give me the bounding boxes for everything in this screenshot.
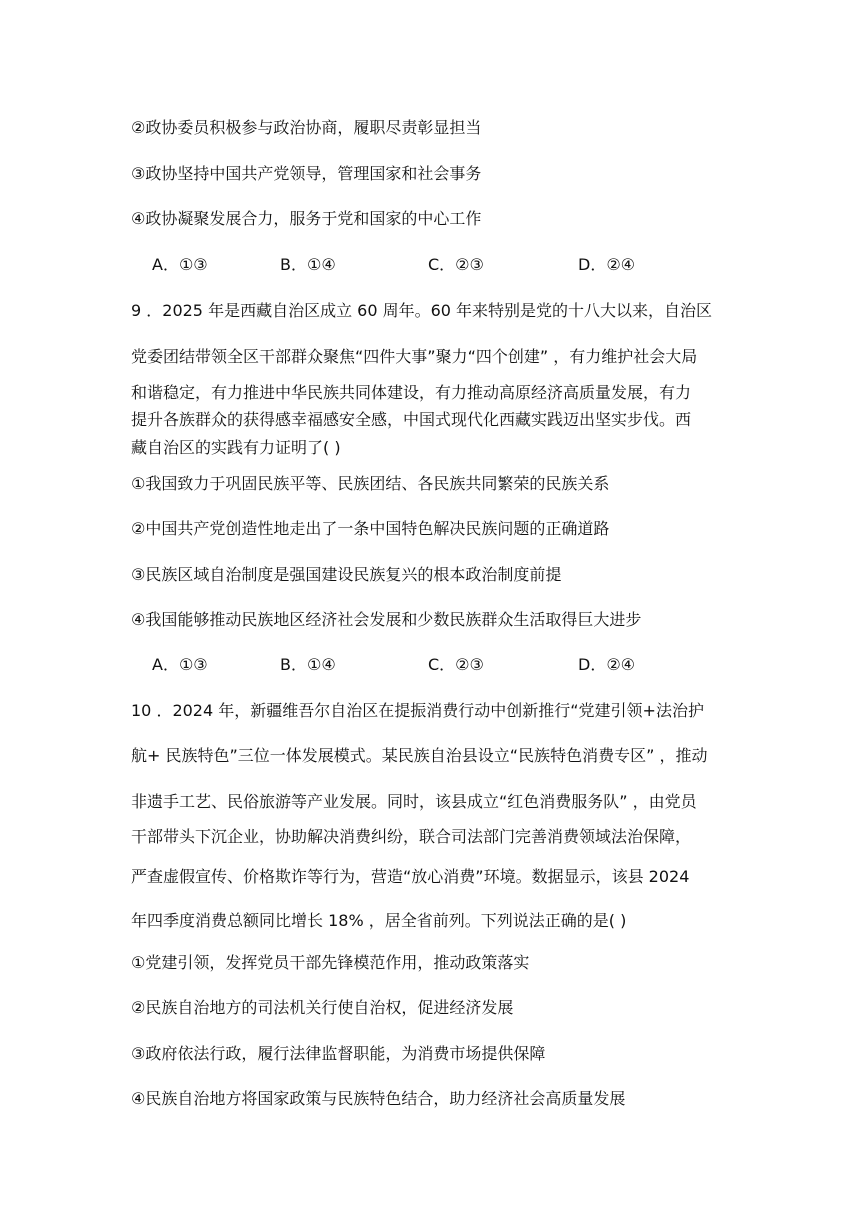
q8-item-4: ④政协凝聚发展合力，服务于党和国家的中心工作	[131, 209, 482, 228]
q10-item-3: ③政府依法行政，履行法律监督职能，为消费市场提供保障	[131, 1044, 546, 1063]
q8-option-a: A．①③	[152, 255, 208, 274]
q9-item-3: ③民族区域自治制度是强国建设民族复兴的根本政治制度前提	[131, 565, 562, 584]
q8-option-b: B．①④	[280, 255, 336, 274]
q10-stem-line-3: 非遗手工艺、民俗旅游等产业发展。同时，该县成立“红色消费服务队” ，由党员	[131, 792, 697, 811]
q9-stem-line-5: 藏自治区的实践有力证明了( )	[131, 438, 341, 457]
q9-option-d: D．②④	[578, 655, 636, 674]
q10-item-2: ②民族自治地方的司法机关行使自治权，促进经济发展	[131, 998, 514, 1017]
q10-item-1: ①党建引领，发挥党员干部先锋模范作用，推动政策落实	[131, 953, 530, 972]
q9-stem-line-4: 提升各族群众的获得感幸福感安全感，中国式现代化西藏实践迈出坚实步伐。西	[131, 410, 692, 429]
q9-item-2: ②中国共产党创造性地走出了一条中国特色解决民族问题的正确道路	[131, 519, 610, 538]
q10-stem-line-5: 严查虚假宣传、价格欺诈等行为，营造“放心消费”环境。数据显示，该县 2024	[131, 867, 690, 886]
q9-options	[152, 654, 752, 676]
q9-stem-line-2: 党委团结带领全区干部群众聚焦“四件大事”聚力“四个创建” ，有力维护社会大局	[131, 347, 698, 366]
q10-item-4: ④民族自治地方将国家政策与民族特色结合，助力经济社会高质量发展	[131, 1089, 626, 1108]
q10-stem-line-6: 年四季度消费总额同比增长 18% ，居全省前列。下列说法正确的是( )	[131, 911, 627, 930]
q9-option-c: C．②③	[428, 655, 484, 674]
q8-item-2: ②政协委员积极参与政治协商，履职尽责彰显担当	[131, 118, 482, 137]
q10-stem-line-1: 10 ．2024 年，新疆维吾尔自治区在提振消费行动中创新推行“党建引领+法治护	[131, 701, 704, 720]
q10-stem-line-2: 航+ 民族特色”三位一体发展模式。某民族自治县设立“民族特色消费专区” ，推动	[131, 746, 708, 765]
q8-option-d: D．②④	[578, 255, 636, 274]
q9-stem-line-3: 和谐稳定，有力推进中华民族共同体建设，有力推动高原经济高质量发展，有力	[131, 383, 692, 402]
q8-options	[152, 254, 752, 276]
q9-option-a: A．①③	[152, 655, 208, 674]
q8-item-3: ③政协坚持中国共产党领导，管理国家和社会事务	[131, 164, 482, 183]
q9-item-4: ④我国能够推动民族地区经济社会发展和少数民族群众生活取得巨大进步	[131, 610, 642, 629]
q9-stem-line-1: 9 ．2025 年是西藏自治区成立 60 周年。60 年来特别是党的十八大以来，自治区	[131, 301, 713, 320]
q9-item-1: ①我国致力于巩固民族平等、民族团结、各民族共同繁荣的民族关系	[131, 474, 610, 493]
q9-option-b: B．①④	[280, 655, 336, 674]
q8-option-c: C．②③	[428, 255, 484, 274]
q10-stem-line-4: 干部带头下沉企业，协助解决消费纠纷，联合司法部门完善消费领域法治保障，	[131, 827, 692, 846]
